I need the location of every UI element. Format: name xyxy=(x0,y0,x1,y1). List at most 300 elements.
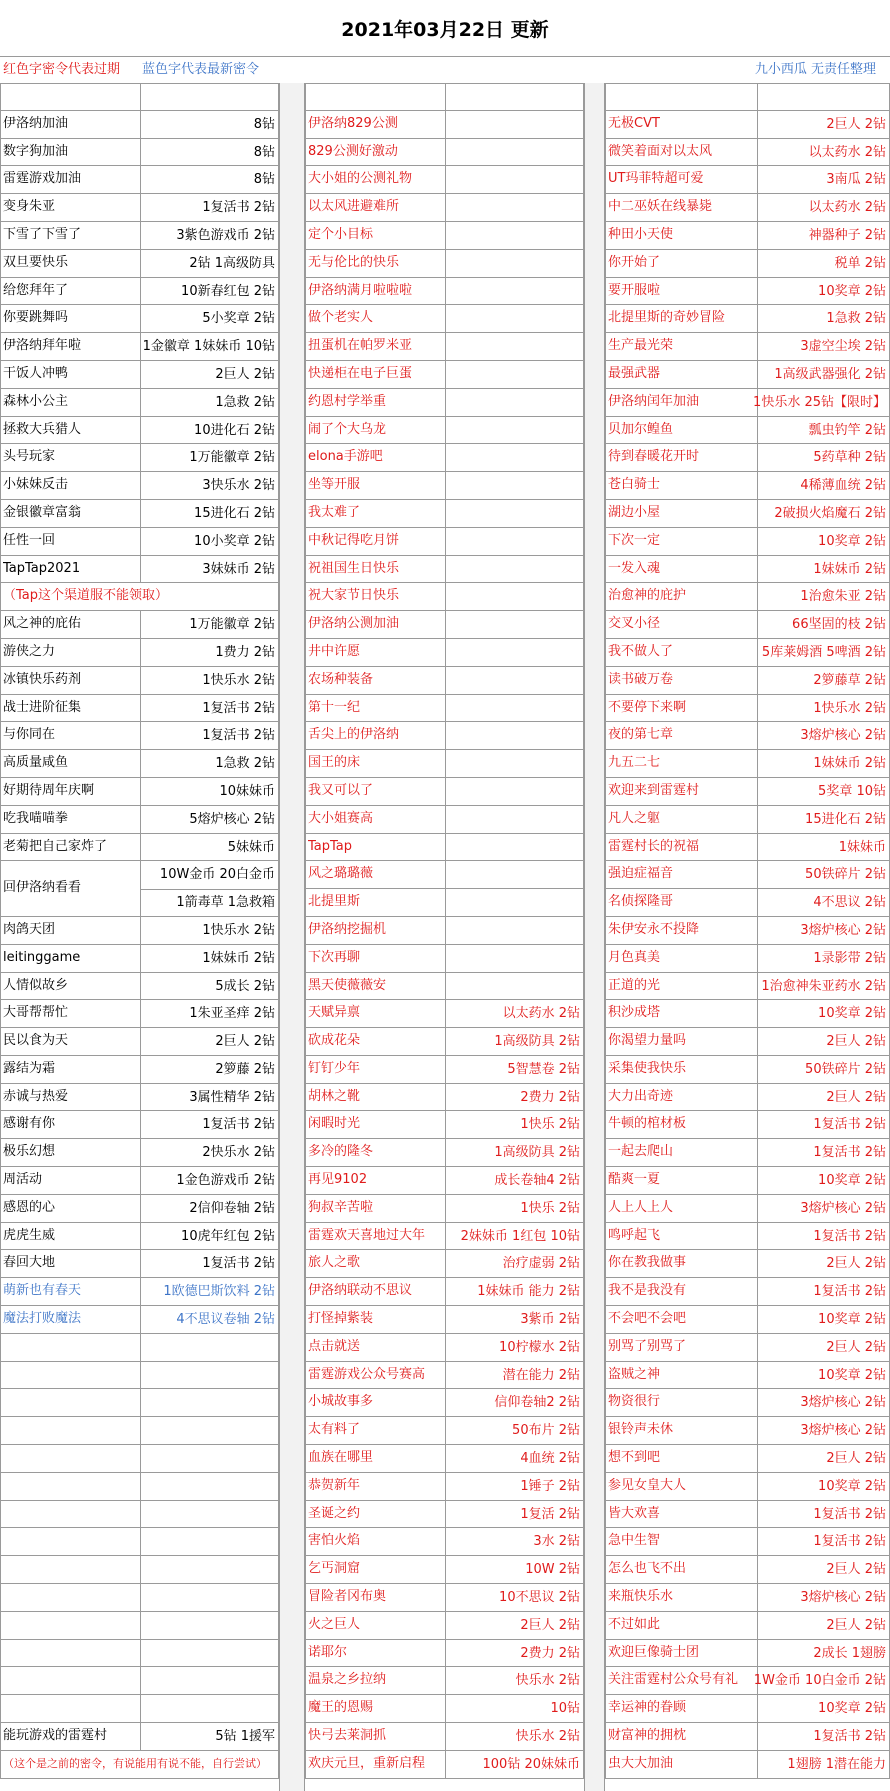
code-name: 雷霆游戏公众号赛高 xyxy=(308,1366,426,1382)
code-name: 变身朱亚 xyxy=(3,199,56,215)
cell-divider xyxy=(140,389,141,416)
code-reward: 2巨人 2钻 xyxy=(826,1451,886,1467)
cell-divider xyxy=(757,84,758,110)
cell-divider xyxy=(445,1028,446,1055)
code-name: 干饭人冲鸭 xyxy=(3,365,69,381)
code-name: 好期待周年庆啊 xyxy=(3,782,95,798)
cell-divider xyxy=(757,639,758,666)
code-name: 伊洛纳公测加油 xyxy=(308,616,400,632)
cell-divider xyxy=(140,556,141,583)
code-row xyxy=(605,278,890,306)
code-reward: 2巨人 2钻 xyxy=(826,1034,886,1050)
code-reward: 10奖章 2钻 xyxy=(818,1173,886,1189)
code-name: 我太难了 xyxy=(308,504,361,520)
cell-divider xyxy=(757,1084,758,1111)
code-row xyxy=(305,1111,584,1139)
cell-divider xyxy=(445,1056,446,1083)
cell-divider xyxy=(445,1278,446,1305)
code-row xyxy=(305,389,584,417)
code-reward: 3熔炉核心 2钻 xyxy=(800,1423,886,1439)
cell-divider xyxy=(445,444,446,471)
code-row xyxy=(305,750,584,778)
code-name: 回伊洛纳看看 xyxy=(3,880,82,896)
code-reward: 50铁碎片 2钻 xyxy=(805,1061,886,1077)
cell-divider xyxy=(757,528,758,555)
cell-divider xyxy=(757,1306,758,1333)
code-name: 小妹妹反击 xyxy=(3,477,69,493)
code-name: 与你同在 xyxy=(3,727,56,743)
cell-divider xyxy=(757,695,758,722)
code-name: 能玩游戏的雷霆村 xyxy=(3,1728,108,1744)
cell-divider xyxy=(757,1640,758,1667)
code-reward: 治疗虚弱 2钻 xyxy=(502,1256,580,1272)
code-row xyxy=(0,1195,279,1223)
cell-divider xyxy=(757,806,758,833)
code-name xyxy=(3,1695,139,1722)
cell-divider xyxy=(140,1445,141,1472)
cell-divider xyxy=(140,1584,141,1611)
code-name: 我不做人了 xyxy=(608,643,674,659)
code-name: 民以食为天 xyxy=(3,1033,69,1049)
code-name: 旅人之歌 xyxy=(308,1255,361,1271)
code-row xyxy=(605,583,890,611)
code-reward: 1翅膀 1潜在能力 xyxy=(787,1756,886,1772)
code-row xyxy=(0,1167,279,1195)
cell-divider xyxy=(445,417,446,444)
code-name: 你要跳舞吗 xyxy=(3,310,69,326)
cell-divider xyxy=(140,361,141,388)
cell-divider xyxy=(140,945,141,972)
code-row xyxy=(0,945,279,973)
cell-divider xyxy=(140,1195,141,1222)
code-name: 最强武器 xyxy=(608,365,661,381)
code-reward: 4不思议卷轴 2钻 xyxy=(176,1312,275,1328)
cell-divider xyxy=(445,250,446,277)
code-row xyxy=(605,1139,890,1167)
code-name: 北提里斯 xyxy=(308,894,361,910)
code-name: 祝祖国生日快乐 xyxy=(308,560,400,576)
code-name: 参见女皇大人 xyxy=(608,1477,687,1493)
code-row xyxy=(605,361,890,389)
empty-row xyxy=(0,1389,279,1417)
code-row xyxy=(305,611,584,639)
empty-row xyxy=(0,1445,279,1473)
code-name: 酷爽一夏 xyxy=(608,1172,661,1188)
code-name: 快递柜在电子巨蛋 xyxy=(308,365,413,381)
code-row xyxy=(305,695,584,723)
code-row xyxy=(605,722,890,750)
code-name: 人情似故乡 xyxy=(3,977,69,993)
code-reward: 5妹妹币 xyxy=(227,839,275,855)
code-name: 双旦要快乐 xyxy=(3,254,69,270)
code-row xyxy=(305,305,584,333)
code-row xyxy=(605,222,890,250)
legend-newest: 蓝色字代表最新密令 xyxy=(142,62,260,77)
cell-divider xyxy=(445,1667,446,1694)
cell-divider xyxy=(140,1695,141,1722)
code-name: 贝加尔鳇鱼 xyxy=(608,421,674,437)
code-reward: 2巨人 2钻 xyxy=(826,1617,886,1633)
empty-row xyxy=(0,1501,279,1529)
cell-divider xyxy=(445,1528,446,1555)
code-row xyxy=(605,945,890,973)
code-row xyxy=(0,1139,279,1167)
code-reward: 8钻 xyxy=(253,144,275,160)
code-name: 魔王的恩赐 xyxy=(308,1700,374,1716)
cell-divider xyxy=(140,417,141,444)
code-name: 牛顿的棺材板 xyxy=(608,1116,687,1132)
cell-divider xyxy=(445,583,446,610)
code-name: 胡林之靴 xyxy=(308,1088,361,1104)
code-reward: 3紫币 2钻 xyxy=(520,1312,580,1328)
cell-divider xyxy=(757,222,758,249)
code-reward: 10小奖章 2钻 xyxy=(194,533,275,549)
code-reward: 1复活书 2钻 xyxy=(813,1145,886,1161)
cell-divider xyxy=(757,1723,758,1750)
code-name: 虎虎生威 xyxy=(3,1227,56,1243)
code-row xyxy=(0,1000,279,1028)
code-reward: 1欧德巴斯饮料 2钻 xyxy=(163,1284,275,1300)
code-name: 欢迎来到雷霆村 xyxy=(608,782,700,798)
code-row xyxy=(305,1334,584,1362)
cell-divider xyxy=(757,1501,758,1528)
code-name xyxy=(3,1473,139,1500)
code-name: 高质量咸鱼 xyxy=(3,755,69,771)
code-reward: 1妹妹币 2钻 xyxy=(813,561,886,577)
code-name: 我不是我没有 xyxy=(608,1283,687,1299)
code-reward: 1治愈神朱亚药水 2钻 xyxy=(761,978,886,994)
code-reward: 2巨人 2钻 xyxy=(520,1617,580,1633)
cell-divider xyxy=(757,750,758,777)
code-row xyxy=(305,667,584,695)
cell-divider xyxy=(445,1751,446,1778)
code-name xyxy=(3,1640,139,1667)
code-name: 伊洛纳闰年加油 xyxy=(608,393,700,409)
code-row xyxy=(0,834,279,862)
cell-divider xyxy=(757,1056,758,1083)
code-name: 伊洛纳挖掘机 xyxy=(308,921,387,937)
cell-divider xyxy=(140,1723,141,1750)
code-reward: 3紫色游戏币 2钻 xyxy=(176,227,275,243)
empty-row xyxy=(0,1584,279,1612)
code-row xyxy=(605,1195,890,1223)
cell-divider xyxy=(757,1389,758,1416)
code-reward: 8钻 xyxy=(253,172,275,188)
code-name: 盗贼之神 xyxy=(608,1366,661,1382)
code-name: 恭贺新年 xyxy=(308,1477,361,1493)
code-name: 欢庆元旦，重新启程 xyxy=(308,1755,426,1771)
cell-divider xyxy=(445,778,446,805)
cell-divider xyxy=(140,250,141,277)
cell-divider xyxy=(757,139,758,166)
code-reward: 4不思议 2钻 xyxy=(813,895,886,911)
code-name: 冒险者冈布奥 xyxy=(308,1589,387,1605)
cell-divider xyxy=(140,1167,141,1194)
code-name: 人上人上人 xyxy=(608,1199,674,1215)
code-name: 战士进阶征集 xyxy=(3,699,82,715)
code-reward: 1快乐 2钻 xyxy=(520,1200,580,1216)
code-name: 想不到吧 xyxy=(608,1450,661,1466)
cell-divider xyxy=(445,528,446,555)
code-reward: 10奖章 2钻 xyxy=(818,1367,886,1383)
empty-row xyxy=(0,83,279,111)
code-name: 扭蛋机在帕罗米亚 xyxy=(308,338,413,354)
cell-divider xyxy=(445,556,446,583)
code-row xyxy=(605,861,890,889)
cell-divider xyxy=(757,556,758,583)
cell-divider xyxy=(445,806,446,833)
code-row xyxy=(305,556,584,584)
code-name: 财富神的拥枕 xyxy=(608,1728,687,1744)
cell-divider xyxy=(140,1667,141,1694)
code-column-2 xyxy=(305,83,584,1779)
code-reward: 1高级防具 2钻 xyxy=(494,1034,580,1050)
code-reward: 2箩藤草 2钻 xyxy=(813,672,886,688)
code-row xyxy=(305,1667,584,1695)
code-row xyxy=(605,444,890,472)
code-row xyxy=(605,500,890,528)
cell-divider xyxy=(140,1389,141,1416)
code-name: 下雪了下雪了 xyxy=(3,226,82,242)
cell-divider xyxy=(757,917,758,944)
code-name: 老菊把自己家炸了 xyxy=(3,838,108,854)
code-name: 凡人之躯 xyxy=(608,810,661,826)
code-name: 不要停下来啊 xyxy=(608,699,687,715)
code-name: 幸运神的眷顾 xyxy=(608,1700,687,1716)
code-name: 微笑着面对以太风 xyxy=(608,143,713,159)
code-row xyxy=(305,1584,584,1612)
code-reward: 15进化石 2钻 xyxy=(194,505,275,521)
cell-divider xyxy=(445,1334,446,1361)
code-row xyxy=(305,1556,584,1584)
code-row xyxy=(605,1473,890,1501)
code-row xyxy=(0,278,279,306)
code-name: 夜的第七章 xyxy=(608,727,674,743)
code-reward: 5小奖章 2钻 xyxy=(202,311,275,327)
cell-divider xyxy=(140,806,141,833)
code-row xyxy=(305,500,584,528)
cell-divider xyxy=(140,166,141,193)
cell-divider xyxy=(140,973,141,1000)
code-name: 赤诚与热爱 xyxy=(3,1088,69,1104)
code-reward: 1万能徽章 2钻 xyxy=(189,450,275,466)
code-row xyxy=(0,333,279,361)
code-name xyxy=(3,1612,139,1639)
code-reward: 以太药水 2钻 xyxy=(502,1006,580,1022)
code-reward: 1复活书 2钻 xyxy=(202,1117,275,1133)
code-name: 中二巫妖在线暴毙 xyxy=(608,199,713,215)
code-row xyxy=(305,1056,584,1084)
code-row xyxy=(305,111,584,139)
cell-divider xyxy=(757,1584,758,1611)
column-border xyxy=(605,83,606,1779)
cell-divider xyxy=(445,1139,446,1166)
code-row xyxy=(305,472,584,500)
code-reward: 1复活书 2钻 xyxy=(202,700,275,716)
cell-divider xyxy=(757,1250,758,1277)
code-name: 无与伦比的快乐 xyxy=(308,254,400,270)
cell-divider xyxy=(757,250,758,277)
code-reward: 2费力 2钻 xyxy=(520,1089,580,1105)
legend-expired: 红色字密令代表过期 xyxy=(3,62,121,77)
code-row xyxy=(605,917,890,945)
code-name: 你渴望力量吗 xyxy=(608,1033,687,1049)
code-row xyxy=(605,1528,890,1556)
code-row xyxy=(0,695,279,723)
code-row xyxy=(605,806,890,834)
empty-row xyxy=(305,83,584,111)
code-reward: 3水 2钻 xyxy=(533,1534,580,1550)
cell-divider xyxy=(757,1362,758,1389)
code-name: 风之璐璐薇 xyxy=(308,866,374,882)
code-reward: 1快乐水 2钻 xyxy=(202,672,275,688)
cell-divider xyxy=(445,1195,446,1222)
code-reward: 5智慧卷 2钻 xyxy=(507,1061,580,1077)
cell-divider xyxy=(445,1000,446,1027)
code-name: 数字狗加油 xyxy=(3,143,69,159)
code-reward: 税单 2钻 xyxy=(834,255,886,271)
cell-divider xyxy=(757,1751,758,1778)
code-reward: 10奖章 2钻 xyxy=(818,1701,886,1717)
code-name: 狗叔辛苦啦 xyxy=(308,1199,374,1215)
cell-divider xyxy=(757,1473,758,1500)
cell-divider xyxy=(445,1223,446,1250)
code-row xyxy=(605,139,890,167)
cell-divider xyxy=(445,305,446,332)
empty-row xyxy=(0,1667,279,1695)
code-row xyxy=(605,1723,890,1751)
code-row xyxy=(0,361,279,389)
code-row xyxy=(605,305,890,333)
code-name xyxy=(3,1528,139,1555)
cell-divider xyxy=(140,528,141,555)
cell-divider xyxy=(445,750,446,777)
cell-divider xyxy=(757,361,758,388)
code-name: 感恩的心 xyxy=(3,1199,56,1215)
column-gap xyxy=(279,83,305,1791)
cell-divider xyxy=(140,1028,141,1055)
code-row xyxy=(305,139,584,167)
code-name: TapTap xyxy=(308,838,353,854)
cell-divider xyxy=(140,1056,141,1083)
code-name: 生产最光荣 xyxy=(608,338,674,354)
cell-divider xyxy=(757,1167,758,1194)
cell-divider xyxy=(140,305,141,332)
code-row xyxy=(305,1028,584,1056)
code-reward: 5库莱姆酒 5啤酒 2钻 xyxy=(761,644,886,660)
code-reward: 66坚固的枝 2钻 xyxy=(792,617,886,633)
code-name: （这个是之前的密令，有说能用有说不能，自行尝试） xyxy=(3,1756,267,1770)
column-gap xyxy=(584,83,605,1791)
code-row xyxy=(305,1473,584,1501)
code-name xyxy=(308,84,444,110)
code-reward: 5成长 2钻 xyxy=(215,978,275,994)
cell-divider xyxy=(757,861,758,888)
cell-divider xyxy=(140,1473,141,1500)
cell-divider xyxy=(140,667,141,694)
code-name: 给您拜年了 xyxy=(3,282,69,298)
code-name: 肉鸽天团 xyxy=(3,921,56,937)
cell-divider xyxy=(140,1000,141,1027)
cell-divider xyxy=(445,1167,446,1194)
code-name: 伊洛纳联动不思议 xyxy=(308,1283,413,1299)
cell-divider xyxy=(757,1528,758,1555)
code-reward: 3熔炉核心 2钻 xyxy=(800,922,886,938)
cell-divider xyxy=(757,1111,758,1138)
code-reward: 2箩藤 2钻 xyxy=(215,1061,275,1077)
code-row xyxy=(0,194,279,222)
cell-divider xyxy=(140,750,141,777)
code-name: 国王的床 xyxy=(308,755,361,771)
cell-divider xyxy=(757,417,758,444)
code-row xyxy=(305,1167,584,1195)
cell-divider xyxy=(140,194,141,221)
code-row xyxy=(0,583,279,611)
cell-divider xyxy=(757,1334,758,1361)
code-row xyxy=(305,250,584,278)
code-name: 大力出奇迹 xyxy=(608,1088,674,1104)
code-reward: 1录影带 2钻 xyxy=(813,950,886,966)
code-reward: 1金徽章 1妹妹币 10钻 xyxy=(142,339,275,355)
cell-divider xyxy=(757,278,758,305)
code-row xyxy=(0,973,279,1001)
code-name xyxy=(3,1417,139,1444)
empty-row xyxy=(0,1473,279,1501)
cell-divider xyxy=(445,1473,446,1500)
cell-divider xyxy=(445,1640,446,1667)
code-name: 下次一定 xyxy=(608,532,661,548)
code-name xyxy=(608,84,758,110)
code-row xyxy=(0,917,279,945)
cell-divider xyxy=(757,583,758,610)
page-title: 2021年03月22日 更新 xyxy=(0,0,890,57)
code-reward: 1复活书 2钻 xyxy=(813,1729,886,1745)
empty-row xyxy=(0,1417,279,1445)
code-reward: 10不思议 2钻 xyxy=(499,1590,580,1606)
code-row xyxy=(0,250,279,278)
code-row xyxy=(0,111,279,139)
code-reward: 4血统 2钻 xyxy=(520,1451,580,1467)
cell-divider xyxy=(140,1417,141,1444)
code-row xyxy=(0,778,279,806)
code-name: 无极CVT xyxy=(608,115,660,131)
code-name: 快弓去莱洞抓 xyxy=(308,1728,387,1744)
column-border xyxy=(583,83,584,1779)
code-name: 苍白骑士 xyxy=(608,477,661,493)
code-reward: 3属性精华 2钻 xyxy=(189,1089,275,1105)
code-name: 定个小目标 xyxy=(308,226,374,242)
code-row xyxy=(305,1084,584,1112)
code-name: 一起去爬山 xyxy=(608,1144,674,1160)
cell-divider xyxy=(140,1362,141,1389)
code-reward: 1高级防具 2钻 xyxy=(494,1145,580,1161)
code-reward: 1快乐水 25钻【限时】 xyxy=(753,394,886,410)
code-reward: 8钻 xyxy=(253,116,275,132)
code-reward: 10新春红包 2钻 xyxy=(181,283,275,299)
code-name: 你在教我做事 xyxy=(608,1255,687,1271)
cell-divider xyxy=(757,778,758,805)
cell-divider xyxy=(140,1278,141,1305)
code-name: 大小姐赛高 xyxy=(308,810,374,826)
cell-divider xyxy=(445,917,446,944)
code-name xyxy=(3,1501,139,1528)
cell-divider xyxy=(757,444,758,471)
code-row xyxy=(305,194,584,222)
cell-divider xyxy=(445,1250,446,1277)
code-reward: 10柠檬水 2钻 xyxy=(499,1339,580,1355)
code-reward: 10钻 xyxy=(550,1701,580,1717)
code-name: 舌尖上的伊洛纳 xyxy=(308,727,400,743)
